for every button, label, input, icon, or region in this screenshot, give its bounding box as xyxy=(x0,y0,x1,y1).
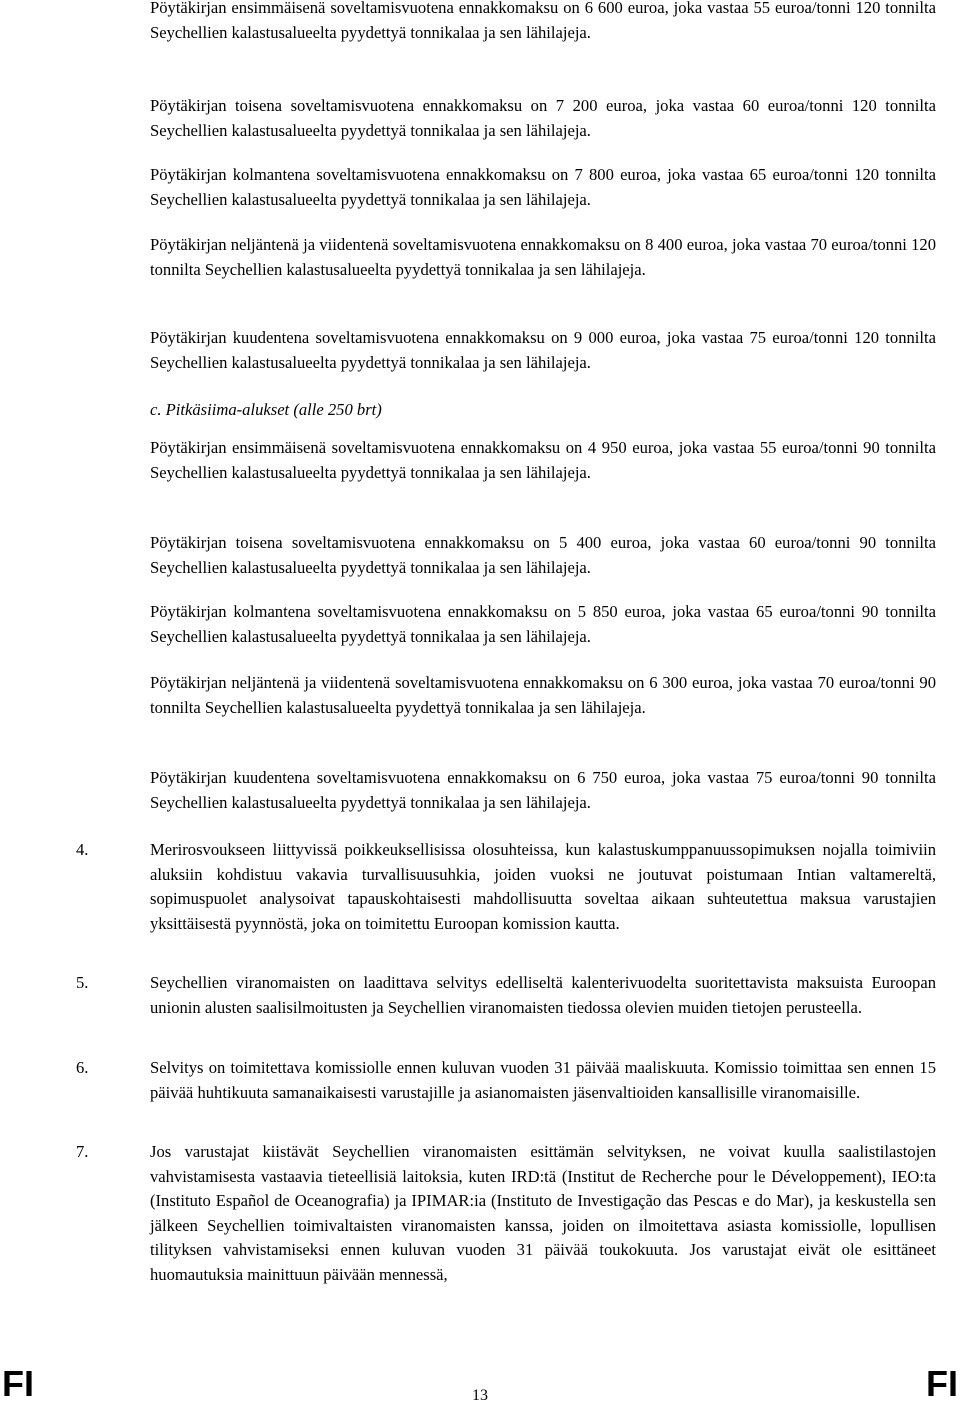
item-text-6: Selvitys on toimitettava komissiolle ennen kuluvan vuoden 31 päivää maaliskuuta. Komissio toimittaa sen ennen 15 päivää huhtikuuta samanaikaisesti varustajille ja asianomaisten jäsenvaltioiden kansallisille viranomaisille. xyxy=(150,1058,936,1102)
section-c-paragraph-5: Pöytäkirjan kuudentena soveltamisvuotena ennakkomaksu on 6 750 euroa, joka vastaa 75 euroa/tonni 90 tonnilta Seychellien kalastusalueelta pyydettyä tonnikalaa ja sen lähilajeja. xyxy=(150,768,936,812)
item-number-5: 5. xyxy=(76,973,89,992)
item-number-6: 6. xyxy=(76,1058,89,1077)
section-c-paragraph-4: Pöytäkirjan neljäntenä ja viidentenä soveltamisvuotena ennakkomaksu on 6 300 euroa, joka vastaa 70 euroa/tonni 90 tonnilta Seychellien kalastusalueelta pyydettyä tonnikalaa ja sen lähilajeja. xyxy=(150,673,936,717)
item-text-4: Merirosvoukseen liittyvissä poikkeuksellisissa olosuhteissa, kun kalastuskumppanuussopimuksen nojalla toimiviin aluksiin kohdistuu vakavia turvallisuusuhkia, joiden vuoksi ne joutuvat poistumaan Intian valtamereltä, sopimuspuolet analysoivat tapauskohtaisesti mahdollisuutta soveltaa aikaan suhteutettua maksua varustajien yksittäisestä pyynnöstä, joka on toimitettu Euroopan komission kautta. xyxy=(150,840,936,933)
section-b-paragraph-4: Pöytäkirjan neljäntenä ja viidentenä soveltamisvuotena ennakkomaksu on 8 400 euroa, joka vastaa 70 euroa/tonni 120 tonnilta Seychellien kalastusalueelta pyydettyä tonnikalaa ja sen lähilajeja. xyxy=(150,235,936,279)
item-number-4: 4. xyxy=(76,840,89,859)
item-text-5: Seychellien viranomaisten on laadittava selvitys edelliseltä kalenterivuodelta suoritettavista maksuista Euroopan unionin alusten saalisilmoitusten ja Seychellien viranomaisten tiedossa olevien muiden tietojen perusteella. xyxy=(150,973,936,1017)
item-number-7: 7. xyxy=(76,1142,89,1161)
section-c-heading: c. Pitkäsiima-alukset (alle 250 brt) xyxy=(150,400,382,419)
page-number: 13 xyxy=(472,1387,488,1404)
section-b-paragraph-2: Pöytäkirjan toisena soveltamisvuotena ennakkomaksu on 7 200 euroa, joka vastaa 60 euroa/tonni 120 tonnilta Seychellien kalastusalueelta pyydettyä tonnikalaa ja sen lähilajeja. xyxy=(150,96,936,140)
section-b-paragraph-3: Pöytäkirjan kolmantena soveltamisvuotena ennakkomaksu on 7 800 euroa, joka vastaa 65 euroa/tonni 120 tonnilta Seychellien kalastusalueelta pyydettyä tonnikalaa ja sen lähilajeja. xyxy=(150,165,936,209)
section-b-paragraph-5: Pöytäkirjan kuudentena soveltamisvuotena ennakkomaksu on 9 000 euroa, joka vastaa 75 euroa/tonni 120 tonnilta Seychellien kalastusalueelta pyydettyä tonnikalaa ja sen lähilajeja. xyxy=(150,328,936,372)
section-c-paragraph-1: Pöytäkirjan ensimmäisenä soveltamisvuotena ennakkomaksu on 4 950 euroa, joka vastaa 55 euroa/tonni 90 tonnilta Seychellien kalastusalueelta pyydettyä tonnikalaa ja sen lähilajeja. xyxy=(150,438,936,482)
section-b-paragraph-1: Pöytäkirjan ensimmäisenä soveltamisvuotena ennakkomaksu on 6 600 euroa, joka vastaa 55 euroa/tonni 120 tonnilta Seychellien kalastusalueelta pyydettyä tonnikalaa ja sen lähilajeja. xyxy=(150,0,936,42)
footer-language-right: FI xyxy=(926,1363,958,1404)
footer-language-left: FI xyxy=(2,1363,34,1404)
section-c-paragraph-3: Pöytäkirjan kolmantena soveltamisvuotena ennakkomaksu on 5 850 euroa, joka vastaa 65 euroa/tonni 90 tonnilta Seychellien kalastusalueelta pyydettyä tonnikalaa ja sen lähilajeja. xyxy=(150,602,936,646)
item-text-7: Jos varustajat kiistävät Seychellien viranomaisten esittämän selvityksen, ne voivat kuulla saalistilastojen vahvistamisesta vastaavia tieteellisiä laitoksia, kuten IRD:tä (Institut de Recherche pour le Développement), IEO:ta (Instituto Español de Oceanografia) ja IPIMAR:ia (Instituto de Investigação das Pescas e do Mar), ja keskustella sen jälkeen Seychellien toimivaltaisten viranomaisten kanssa, joiden on ilmoitettava asiasta komissiolle, lopullisen tilityksen vahvistamiseksi ennen kuluvan vuoden 31 päivää toukokuuta. Jos varustajat eivät ole esittäneet huomautuksia mainittuun päivään mennessä, xyxy=(150,1142,936,1284)
section-c-paragraph-2: Pöytäkirjan toisena soveltamisvuotena ennakkomaksu on 5 400 euroa, joka vastaa 60 euroa/tonni 90 tonnilta Seychellien kalastusalueelta pyydettyä tonnikalaa ja sen lähilajeja. xyxy=(150,533,936,577)
